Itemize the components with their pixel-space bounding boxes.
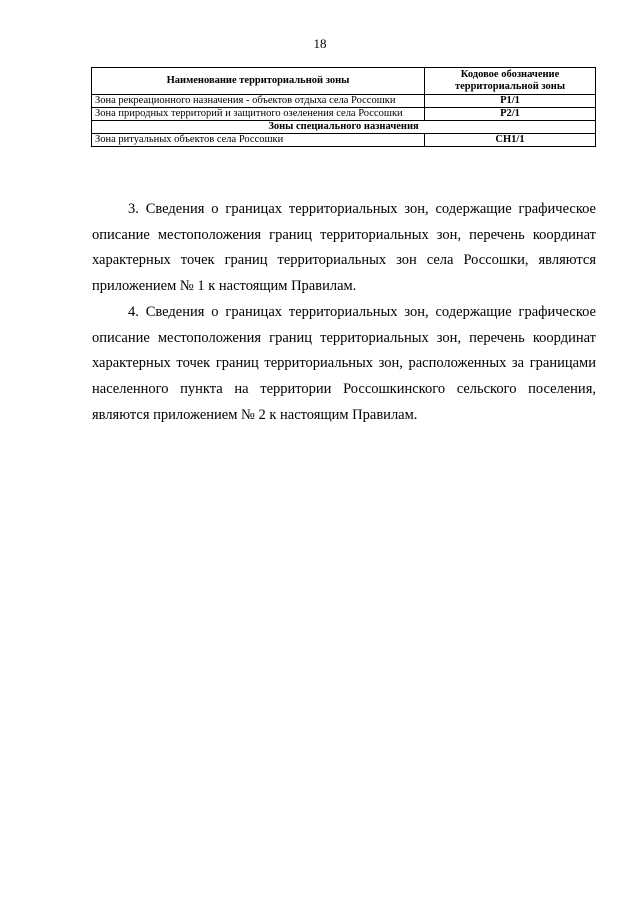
table-row: [92, 134, 596, 147]
page-number: 18: [313, 36, 327, 51]
table-row: [92, 108, 596, 121]
paragraph: 4. Сведения о границах территориальных зон, содержащие графическое описание местоположения границ территориальных зон, перечень координат характерных точек границ территориальных зон, расположенных за границами населенного пункта на территории Россошкинского сельского поселения, являются приложением № 2 к настоящим Правилам.: [92, 303, 596, 423]
paragraph: 3. Сведения о границах территориальных зон, содержащие графическое описание местоположения границ территориальных зон, перечень координат характерных точек границ территориальных зон села Россошки, являются приложением № 1 к настоящим Правилам.: [92, 201, 596, 295]
header-zone-code: Кодовое обозначение территориальной зоны: [425, 68, 596, 95]
territorial-zones-table: [91, 67, 596, 147]
table-section-row: [92, 121, 596, 134]
zone-code-cell: СН1/1: [425, 134, 596, 147]
zone-code-cell: Р1/1: [425, 95, 596, 108]
section-title-cell: Зоны специального назначения: [92, 121, 596, 134]
zone-name-cell: Зона рекреационного назначения - объектов отдыха села Россошки: [92, 95, 425, 108]
table-row: [92, 95, 596, 108]
table-header-row: [92, 68, 596, 95]
header-zone-name: Наименование территориальной зоны: [92, 68, 425, 95]
zone-name-cell: Зона ритуальных объектов села Россошки: [92, 134, 425, 147]
zone-code-cell: Р2/1: [425, 108, 596, 121]
document-body: [92, 197, 596, 428]
zone-name-cell: Зона природных территорий и защитного озеленения села Россошки: [92, 108, 425, 121]
